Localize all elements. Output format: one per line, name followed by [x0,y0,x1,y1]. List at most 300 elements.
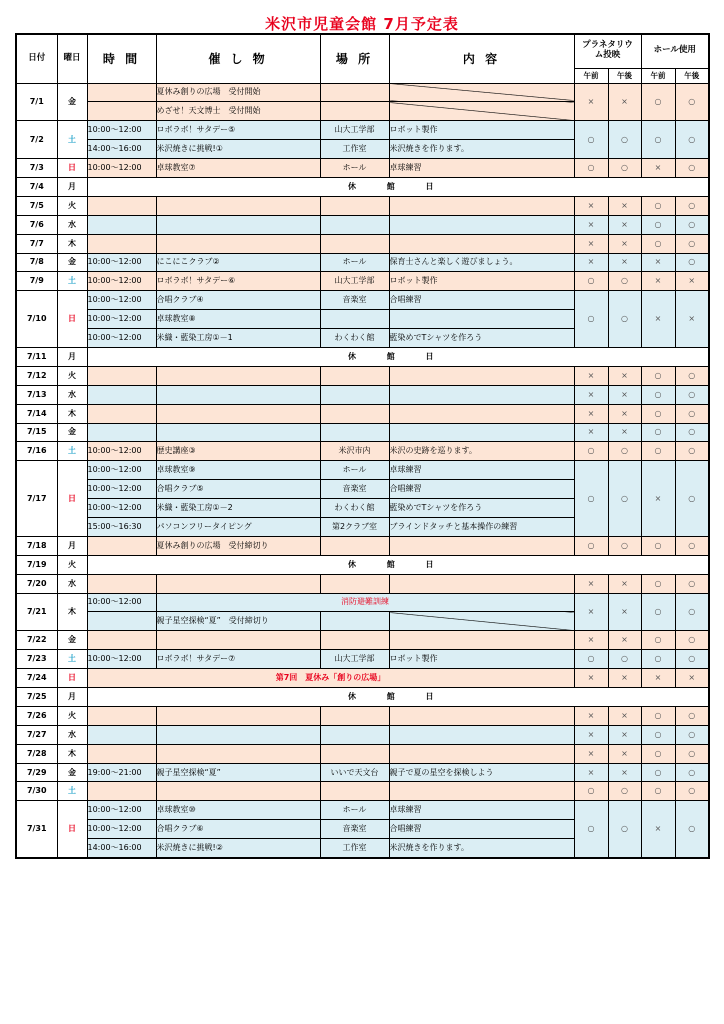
detail-cell: ロボット製作 [389,272,574,291]
date-cell: 7/22 [16,631,57,650]
detail-cell [389,423,574,442]
weekday-cell: 木 [57,593,87,631]
weekday-cell: 日 [57,669,87,688]
availability-mark: ○ [608,121,641,159]
weekday-cell: 日 [57,159,87,178]
schedule-row [16,574,709,593]
detail-cell [389,536,574,555]
availability-mark: ○ [608,461,641,537]
time-cell: 10:00～12:00 [87,121,156,140]
availability-mark: × [608,234,641,253]
time-cell [87,612,156,631]
date-cell: 7/13 [16,385,57,404]
detail-cell: 藍染めでTシャツを作ろう [389,329,574,348]
availability-mark: ○ [641,631,675,650]
header-dow: 曜日 [57,34,87,83]
time-cell [87,744,156,763]
availability-mark: × [574,631,608,650]
event-cell [156,631,320,650]
availability-mark: ○ [641,234,675,253]
place-cell [320,574,389,593]
availability-mark: × [641,669,675,688]
place-cell [320,631,389,650]
weekday-cell: 土 [57,782,87,801]
schedule-row [16,291,709,310]
time-cell: 10:00～12:00 [87,442,156,461]
availability-mark: ○ [641,385,675,404]
closed-day-label: 休 館 日 [87,347,709,366]
schedule-row [16,423,709,442]
availability-mark: ○ [675,404,709,423]
availability-mark: × [574,763,608,782]
availability-mark: × [608,83,641,121]
drill-label: 消防避難訓練 [156,593,574,612]
availability-mark: ○ [641,706,675,725]
place-cell [320,366,389,385]
detail-cell [389,310,574,329]
availability-mark: ○ [574,442,608,461]
availability-mark: ○ [675,763,709,782]
availability-mark: × [641,461,675,537]
time-cell: 10:00～12:00 [87,253,156,272]
availability-mark: ○ [641,650,675,669]
time-cell [87,404,156,423]
header-hall: ホール使用 [641,34,709,68]
weekday-cell: 木 [57,404,87,423]
weekday-cell: 日 [57,291,87,348]
header-date: 日付 [16,34,57,83]
time-cell: 10:00～12:00 [87,329,156,348]
weekday-cell: 土 [57,442,87,461]
time-cell [87,782,156,801]
weekday-cell: 金 [57,763,87,782]
availability-mark: × [574,593,608,631]
time-cell: 10:00～12:00 [87,480,156,499]
weekday-cell: 木 [57,234,87,253]
time-cell [87,83,156,102]
weekday-cell: 木 [57,744,87,763]
header-planetarium-pm: 午後 [608,68,641,83]
availability-mark: ○ [675,744,709,763]
place-cell: いいで天文台 [320,763,389,782]
detail-cell: ロボット製作 [389,650,574,669]
event-cell: ロボラボ！サタデー⑦ [156,650,320,669]
date-cell: 7/30 [16,782,57,801]
weekday-cell: 日 [57,801,87,858]
closed-day-label: 休 館 日 [87,555,709,574]
availability-mark: × [608,215,641,234]
detail-cell: 卓球練習 [389,461,574,480]
special-event-label: 第7回 夏休み「創りの広場」 [87,669,574,688]
availability-mark: ○ [675,461,709,537]
availability-mark: ○ [675,423,709,442]
event-cell: 合唱クラブ⑤ [156,480,320,499]
date-cell: 7/24 [16,669,57,688]
detail-cell: 米沢の史跡を巡ります。 [389,442,574,461]
availability-mark: ○ [574,650,608,669]
time-cell: 10:00～12:00 [87,159,156,178]
detail-cell [389,706,574,725]
weekday-cell: 土 [57,121,87,159]
weekday-cell: 月 [57,177,87,196]
date-cell: 7/28 [16,744,57,763]
availability-mark: × [675,272,709,291]
event-cell: にこにこクラブ② [156,253,320,272]
date-cell: 7/6 [16,215,57,234]
schedule-row [16,461,709,480]
availability-mark: × [574,83,608,121]
event-cell [156,234,320,253]
availability-mark: ○ [574,461,608,537]
place-cell [320,744,389,763]
availability-mark: × [574,385,608,404]
weekday-cell: 水 [57,725,87,744]
availability-mark: × [641,801,675,858]
availability-mark: ○ [608,536,641,555]
weekday-cell: 水 [57,574,87,593]
detail-cell: 米沢焼きを作ります。 [389,140,574,159]
event-cell: ロボラボ！サタデー⑥ [156,272,320,291]
availability-mark: ○ [641,744,675,763]
availability-mark: × [574,366,608,385]
weekday-cell: 水 [57,215,87,234]
place-cell [320,196,389,215]
availability-mark: × [608,366,641,385]
closed-day-row [16,555,709,574]
weekday-cell: 月 [57,536,87,555]
detail-cell: 保育士さんと楽しく遊びましょう。 [389,253,574,272]
place-cell [320,310,389,329]
weekday-cell: 日 [57,461,87,537]
time-cell: 10:00～12:00 [87,499,156,518]
schedule-table [15,33,710,859]
date-cell: 7/25 [16,688,57,707]
time-cell: 10:00～12:00 [87,310,156,329]
event-cell: 米織・藍染工房①－2 [156,499,320,518]
weekday-cell: 金 [57,423,87,442]
availability-mark: × [574,706,608,725]
schedule-row [16,442,709,461]
place-cell: 第2クラブ室 [320,517,389,536]
time-cell [87,536,156,555]
detail-cell [389,102,574,121]
detail-cell [389,385,574,404]
availability-mark: × [641,272,675,291]
place-cell: わくわく館 [320,499,389,518]
place-cell: わくわく館 [320,329,389,348]
header-place: 場 所 [320,34,389,83]
detail-cell [389,196,574,215]
date-cell: 7/27 [16,725,57,744]
place-cell [320,612,389,631]
event-cell: 歴史講座③ [156,442,320,461]
date-cell: 7/5 [16,196,57,215]
closed-day-label: 休 館 日 [87,688,709,707]
page-title: 米沢市児童会館 7月予定表 [265,15,459,33]
schedule-row [16,366,709,385]
availability-mark: ○ [675,593,709,631]
availability-mark: ○ [574,536,608,555]
event-cell: 米織・藍染工房①－1 [156,329,320,348]
special-event-row [16,669,709,688]
date-cell: 7/31 [16,801,57,858]
availability-mark: × [608,763,641,782]
place-cell [320,725,389,744]
detail-cell: 卓球練習 [389,801,574,820]
time-cell [87,725,156,744]
availability-mark: ○ [608,272,641,291]
weekday-cell: 金 [57,83,87,121]
weekday-cell: 火 [57,366,87,385]
availability-mark: × [574,423,608,442]
detail-cell [389,574,574,593]
date-cell: 7/19 [16,555,57,574]
availability-mark: ○ [675,536,709,555]
event-cell [156,215,320,234]
detail-cell [389,782,574,801]
event-cell: 合唱クラブ④ [156,291,320,310]
availability-mark: ○ [574,782,608,801]
availability-mark: × [608,706,641,725]
place-cell: 山大工学部 [320,272,389,291]
header-time: 時 間 [87,34,156,83]
availability-mark: ○ [675,385,709,404]
availability-mark: ○ [675,650,709,669]
detail-cell [389,612,574,631]
weekday-cell: 水 [57,385,87,404]
date-cell: 7/17 [16,461,57,537]
detail-cell: 合唱練習 [389,291,574,310]
date-cell: 7/23 [16,650,57,669]
date-cell: 7/7 [16,234,57,253]
schedule-row [16,744,709,763]
date-cell: 7/12 [16,366,57,385]
header-detail: 内 容 [389,34,574,83]
weekday-cell: 火 [57,706,87,725]
closed-day-row [16,177,709,196]
schedule-row [16,801,709,820]
event-cell [156,366,320,385]
time-cell: 14:00～16:00 [87,839,156,858]
availability-mark: × [675,291,709,348]
time-cell: 10:00～12:00 [87,291,156,310]
detail-cell: 藍染めでTシャツを作ろう [389,499,574,518]
event-cell: ロボラボ！サタデー⑤ [156,121,320,140]
event-cell [156,706,320,725]
event-cell: 親子星空探検“夏” [156,763,320,782]
time-cell [87,385,156,404]
closed-day-label: 休 館 日 [87,177,709,196]
date-cell: 7/16 [16,442,57,461]
detail-cell: ブラインドタッチと基本操作の練習 [389,517,574,536]
schedule-row [16,385,709,404]
availability-mark: ○ [574,159,608,178]
place-cell [320,385,389,404]
place-cell: ホール [320,253,389,272]
place-cell: 工作室 [320,839,389,858]
availability-mark: ○ [641,536,675,555]
schedule-row [16,763,709,782]
date-cell: 7/11 [16,347,57,366]
availability-mark: × [675,669,709,688]
time-cell [87,215,156,234]
availability-mark: × [608,253,641,272]
detail-cell [389,234,574,253]
availability-mark: ○ [641,121,675,159]
availability-mark: × [608,196,641,215]
detail-cell [389,215,574,234]
schedule-row [16,272,709,291]
date-cell: 7/2 [16,121,57,159]
schedule-row [16,234,709,253]
availability-mark: ○ [675,234,709,253]
availability-mark: ○ [675,442,709,461]
date-cell: 7/26 [16,706,57,725]
availability-mark: ○ [641,366,675,385]
schedule-row [16,631,709,650]
schedule-row [16,159,709,178]
time-cell: 15:00～16:30 [87,517,156,536]
date-cell: 7/9 [16,272,57,291]
availability-mark: ○ [675,574,709,593]
time-cell [87,102,156,121]
event-cell: 夏休み創りの広場 受付開始 [156,83,320,102]
detail-cell: 親子で夏の星空を探検しよう [389,763,574,782]
date-cell: 7/14 [16,404,57,423]
availability-mark: × [641,159,675,178]
date-cell: 7/1 [16,83,57,121]
place-cell: 音楽室 [320,291,389,310]
schedule-row [16,782,709,801]
availability-mark: × [608,574,641,593]
date-cell: 7/29 [16,763,57,782]
detail-cell: 合唱練習 [389,480,574,499]
place-cell: ホール [320,159,389,178]
availability-mark: ○ [641,782,675,801]
detail-cell [389,404,574,423]
event-cell: 合唱クラブ⑥ [156,820,320,839]
header-planetarium: プラネタリウム投映 [574,34,641,68]
time-cell: 10:00～12:00 [87,801,156,820]
event-cell: 卓球教室⑧ [156,310,320,329]
availability-mark: ○ [641,196,675,215]
date-cell: 7/20 [16,574,57,593]
place-cell: ホール [320,461,389,480]
detail-cell [389,744,574,763]
place-cell: 音楽室 [320,820,389,839]
place-cell: ホール [320,801,389,820]
header-hall-am: 午前 [641,68,675,83]
place-cell [320,706,389,725]
event-cell: 卓球教室⑩ [156,801,320,820]
time-cell: 10:00～12:00 [87,272,156,291]
availability-mark: ○ [675,253,709,272]
availability-mark: ○ [641,725,675,744]
schedule-row [16,196,709,215]
weekday-cell: 金 [57,253,87,272]
schedule-row [16,593,709,612]
event-cell [156,744,320,763]
place-cell [320,234,389,253]
schedule-row [16,83,709,102]
event-cell: めざせ！天文博士 受付開始 [156,102,320,121]
availability-mark: × [608,385,641,404]
availability-mark: × [574,196,608,215]
availability-mark: ○ [574,121,608,159]
availability-mark: × [574,669,608,688]
closed-day-row [16,347,709,366]
availability-mark: × [641,253,675,272]
availability-mark: ○ [641,574,675,593]
availability-mark: × [608,631,641,650]
availability-mark: × [574,574,608,593]
event-cell [156,782,320,801]
date-cell: 7/15 [16,423,57,442]
availability-mark: ○ [574,272,608,291]
availability-mark: ○ [675,83,709,121]
place-cell [320,536,389,555]
schedule-row [16,536,709,555]
availability-mark: ○ [675,366,709,385]
availability-mark: × [574,253,608,272]
event-cell: 米沢焼きに挑戦!① [156,140,320,159]
time-cell: 19:00～21:00 [87,763,156,782]
availability-mark: × [574,404,608,423]
date-cell: 7/10 [16,291,57,348]
event-cell [156,725,320,744]
availability-mark: ○ [574,291,608,348]
weekday-cell: 月 [57,347,87,366]
event-cell: 卓球教室⑦ [156,159,320,178]
date-cell: 7/8 [16,253,57,272]
availability-mark: ○ [608,801,641,858]
schedule-row [16,650,709,669]
availability-mark: × [608,404,641,423]
availability-mark: × [574,234,608,253]
detail-cell: 合唱練習 [389,820,574,839]
header-hall-pm: 午後 [675,68,709,83]
header-planetarium-am: 午前 [574,68,608,83]
weekday-cell: 火 [57,555,87,574]
availability-mark: ○ [641,423,675,442]
schedule-row [16,725,709,744]
place-cell [320,83,389,102]
availability-mark: ○ [675,215,709,234]
time-cell [87,234,156,253]
event-cell: 親子星空探検“夏” 受付締切り [156,612,320,631]
event-cell: 卓球教室⑨ [156,461,320,480]
place-cell [320,423,389,442]
time-cell [87,706,156,725]
weekday-cell: 火 [57,196,87,215]
place-cell: 工作室 [320,140,389,159]
event-cell [156,404,320,423]
detail-cell: 卓球練習 [389,159,574,178]
availability-mark: × [608,669,641,688]
place-cell: 音楽室 [320,480,389,499]
date-cell: 7/21 [16,593,57,631]
availability-mark: ○ [675,706,709,725]
time-cell [87,196,156,215]
event-cell [156,574,320,593]
availability-mark: ○ [675,782,709,801]
place-cell [320,215,389,234]
event-cell [156,196,320,215]
date-cell: 7/3 [16,159,57,178]
availability-mark: × [574,744,608,763]
time-cell: 10:00～12:00 [87,593,156,612]
availability-mark: ○ [641,763,675,782]
